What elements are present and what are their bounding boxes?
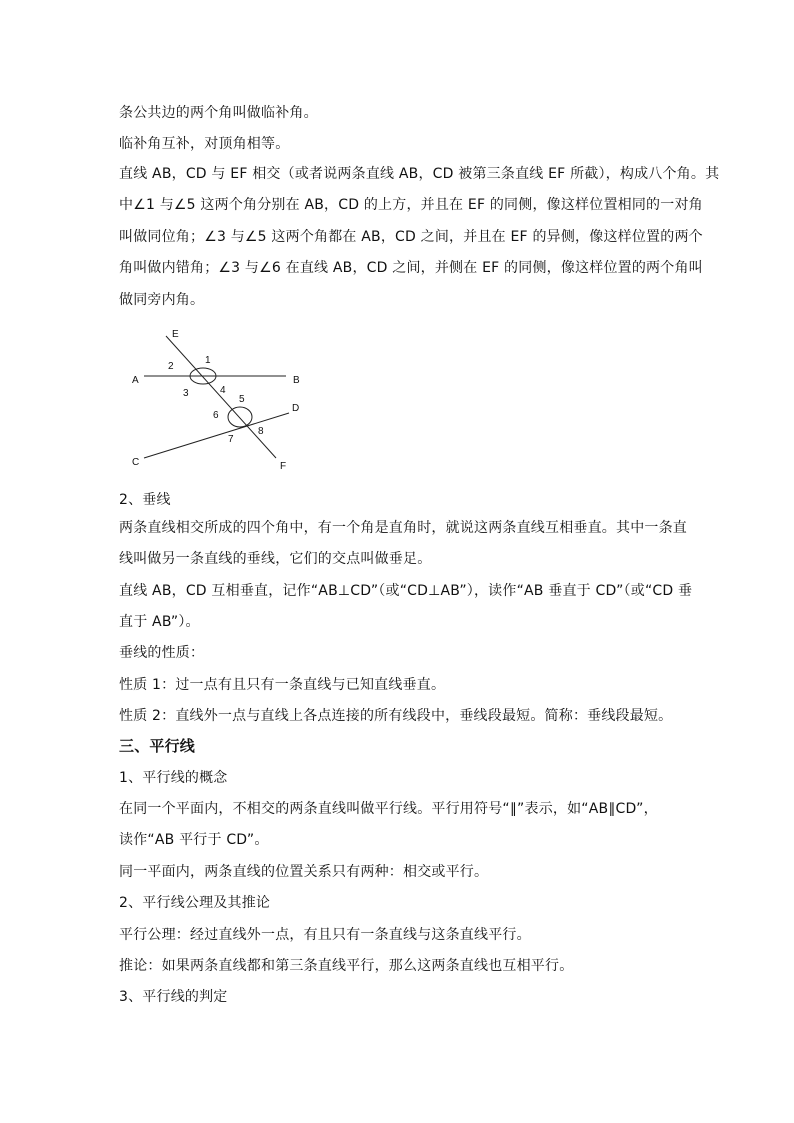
angle-label-5: 5 (239, 394, 245, 405)
paragraph-line: 线叫做另一条直线的垂线，它们的交点叫做垂足。 (119, 551, 432, 567)
label-a: A (132, 375, 139, 386)
label-b: B (293, 375, 300, 386)
section-title-perpendicular: 2、垂线 (119, 492, 171, 508)
angle-diagram-svg (124, 322, 314, 476)
paragraph-line: 叫做同位角；∠3 与∠5 这两个角都在 AB，CD 之间，并且在 EF 的异侧，像这样位置的两个 (119, 229, 703, 245)
angle-label-6: 6 (213, 410, 219, 421)
paragraph-line: 临补角互补，对顶角相等。 (119, 136, 290, 152)
label-f: F (280, 461, 287, 472)
section-heading-parallel: 三、平行线 (119, 737, 196, 755)
paragraph-line: 直线 AB，CD 与 EF 相交（或者说两条直线 AB，CD 被第三条直线 EF 所截），构成八个角。其 (119, 166, 720, 182)
paragraph-line: 做同旁内角。 (119, 292, 205, 308)
paragraph-line: 性质 2：直线外一点与直线上各点连接的所有线段中，垂线段最短。简称：垂线段最短。 (119, 708, 673, 724)
angle-label-1: 1 (205, 355, 211, 366)
paragraph-line: 直于 AB”）。 (119, 614, 200, 630)
subsection-title: 1、平行线的概念 (119, 770, 228, 786)
angle-label-8: 8 (258, 426, 264, 437)
paragraph-line: 两条直线相交所成的四个角中，有一个角是直角时，就说这两条直线互相垂直。其中一条直 (119, 520, 687, 536)
paragraph-line: 同一平面内，两条直线的位置关系只有两种：相交或平行。 (119, 864, 489, 880)
angle-diagram (124, 322, 314, 476)
paragraph-line: 垂线的性质： (119, 645, 205, 661)
angle-arc-lower (228, 407, 252, 427)
angle-label-4: 4 (220, 385, 226, 396)
subsection-title: 2、平行线公理及其推论 (119, 895, 271, 911)
label-e: E (172, 329, 179, 340)
paragraph-line: 中∠1 与∠5 这两个角分别在 AB，CD 的上方，并且在 EF 的同侧，像这样位置相同的一对角 (119, 197, 703, 213)
angle-label-2: 2 (168, 361, 174, 372)
paragraph-line: 性质 1：过一点有且只有一条直线与已知直线垂直。 (119, 677, 446, 693)
paragraph-line: 角叫做内错角；∠3 与∠6 在直线 AB，CD 之间，并侧在 EF 的同侧，像这样位置的两个角叫 (119, 260, 703, 276)
angle-label-3: 3 (183, 388, 189, 399)
paragraph-line: 条公共边的两个角叫做临补角。 (119, 105, 318, 121)
label-d: D (292, 403, 300, 414)
paragraph-line: 直线 AB，CD 互相垂直，记作“AB⊥CD”（或“CD⊥AB”），读作“AB 垂直于 CD”（或“CD 垂 (119, 583, 693, 599)
label-c: C (132, 457, 140, 468)
angle-label-7: 7 (228, 434, 234, 445)
subsection-title: 3、平行线的判定 (119, 989, 228, 1005)
paragraph-line: 读作“AB 平行于 CD”。 (119, 832, 269, 848)
paragraph-line: 推论：如果两条直线都和第三条直线平行，那么这两条直线也互相平行。 (119, 958, 574, 974)
paragraph-line: 在同一个平面内，不相交的两条直线叫做平行线。平行用符号“∥”表示，如“AB∥CD”， (119, 801, 658, 817)
paragraph-line: 平行公理：经过直线外一点，有且只有一条直线与这条直线平行。 (119, 927, 531, 943)
